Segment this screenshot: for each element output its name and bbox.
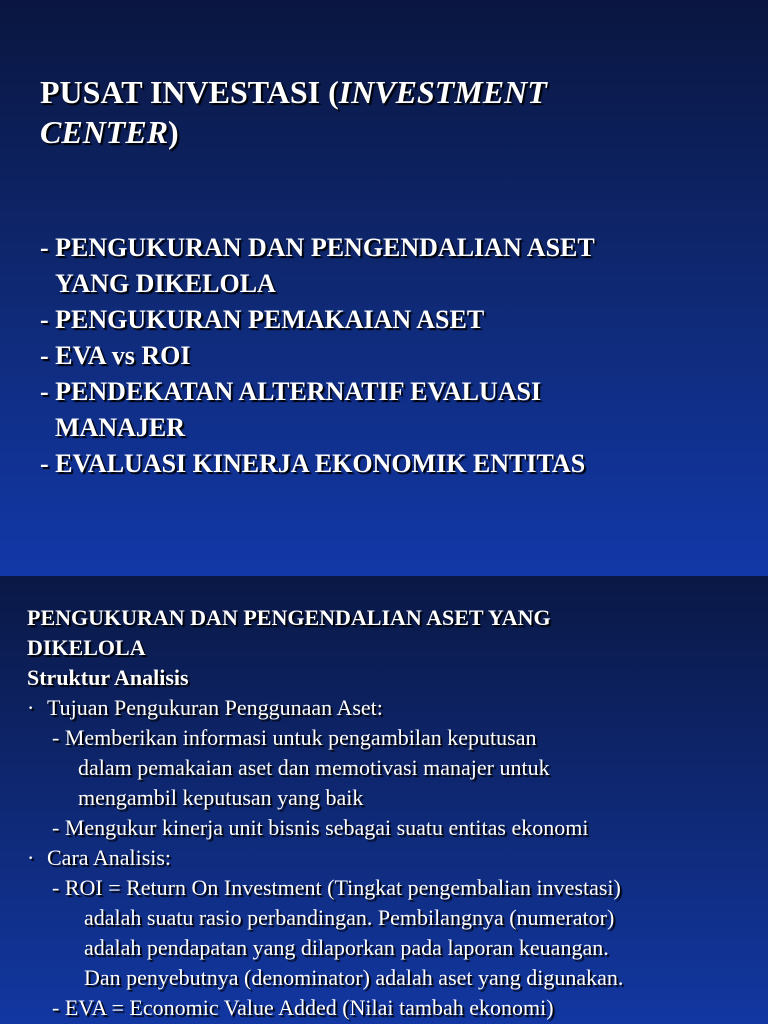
list-item-continuation: adalah suatu rasio perbandingan. Pembilangnya (numerator) [84, 905, 615, 930]
bullet-item: - PENGUKURAN PEMAKAIAN ASET [40, 305, 485, 334]
slide-2 [0, 576, 768, 1024]
bullet-item: - EVA vs ROI [40, 341, 191, 370]
list-item: - ROI = Return On Investment (Tingkat pengembalian investasi) [52, 875, 621, 900]
list-item-continuation: dalam pemakaian aset dan memotivasi manajer untuk [78, 755, 550, 780]
slide-2-heading: PENGUKURAN DAN PENGENDALIAN ASET YANG DIKELOLA [27, 605, 551, 660]
bullet-item: - PENGUKURAN DAN PENGENDALIAN ASET [40, 233, 595, 262]
list-item: - Memberikan informasi untuk pengambilan keputusan [52, 725, 537, 750]
list-item-continuation: mengambil keputusan yang baik [78, 785, 364, 810]
bullet-dot: · [27, 695, 35, 720]
bullet-item-continuation: YANG DIKELOLA [55, 269, 276, 298]
list-item: - EVA = Economic Value Added (Nilai tambah ekonomi) [52, 995, 554, 1020]
bullet-dot: · [27, 845, 35, 870]
list-item: - Mengukur kinerja unit bisnis sebagai suatu entitas ekonomi [52, 815, 589, 840]
slide-1-title: PUSAT INVESTASI (INVESTMENT CENTER) [40, 74, 547, 150]
slide-2-subheading: Struktur Analisis [27, 665, 189, 690]
bullet-item: - PENDEKATAN ALTERNATIF EVALUASI [40, 377, 542, 406]
list-item-continuation: Dan penyebutnya (denominator) adalah aset yang digunakan. [84, 965, 624, 990]
slide-2-content [27, 603, 747, 1023]
list-item: · Cara Analisis: [27, 843, 747, 873]
bullet-item: - EVALUASI KINERJA EKONOMIK ENTITAS [40, 449, 586, 478]
list-item: · Tujuan Pengukuran Penggunaan Aset: [27, 693, 747, 723]
slide-1-bullet-list [40, 230, 740, 482]
bullet-item-continuation: MANAJER [55, 413, 185, 442]
list-item-continuation: adalah pendapatan yang dilaporkan pada laporan keuangan. [84, 935, 609, 960]
